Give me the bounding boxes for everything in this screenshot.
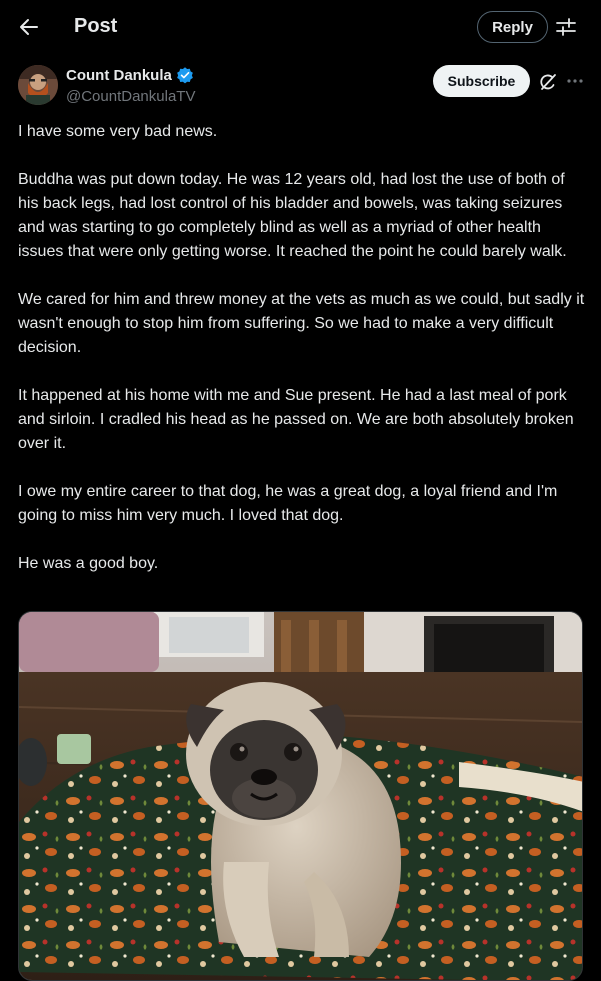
grok-icon xyxy=(538,72,558,92)
back-button[interactable] xyxy=(16,14,42,40)
more-horizontal-icon xyxy=(566,78,584,84)
avatar[interactable] xyxy=(18,65,58,105)
subscribe-button[interactable]: Subscribe xyxy=(433,65,530,97)
reply-button[interactable]: Reply xyxy=(477,11,548,43)
grok-button[interactable] xyxy=(538,72,558,92)
avatar-image xyxy=(18,65,58,105)
author-handle[interactable]: @CountDankulaTV xyxy=(66,88,196,105)
top-bar xyxy=(0,0,601,56)
sliders-icon xyxy=(555,16,577,38)
post-text xyxy=(18,120,588,576)
author-name-row xyxy=(66,66,194,84)
post-paragraph: It happened at his home with me and Sue present. He had a last meal of pork and sirloin. I cradled his head as he passed on. We are both absolutely broken over it. xyxy=(18,387,574,452)
page-title: Post xyxy=(74,15,118,37)
author-name[interactable]: Count Dankula xyxy=(66,66,172,84)
verified-badge-icon xyxy=(176,66,194,84)
adjust-button[interactable] xyxy=(555,16,577,38)
pug-photo-illustration xyxy=(19,612,583,981)
post-paragraph: He was a good boy. xyxy=(18,555,159,572)
more-button[interactable] xyxy=(564,70,586,92)
post-photo[interactable] xyxy=(18,611,583,981)
post-paragraph: Buddha was put down today. He was 12 years old, had lost the use of both of his back legs, had lost control of his bladder and bowels, was taking seizures and was starting to go completely blind as well as a myriad of other health issues that were only getting worse. It reached the point he could barely walk. xyxy=(18,171,567,260)
post-paragraph: We cared for him and threw money at the vets as much as we could, but sadly it wasn't enough to stop him from suffering. So we had to make a very difficult decision. xyxy=(18,291,585,356)
arrow-left-icon xyxy=(19,17,39,37)
post-paragraph: I have some very bad news. xyxy=(18,123,218,140)
post-paragraph: I owe my entire career to that dog, he was a great dog, a loyal friend and I'm going to miss him very much. I loved that dog. xyxy=(18,483,558,524)
